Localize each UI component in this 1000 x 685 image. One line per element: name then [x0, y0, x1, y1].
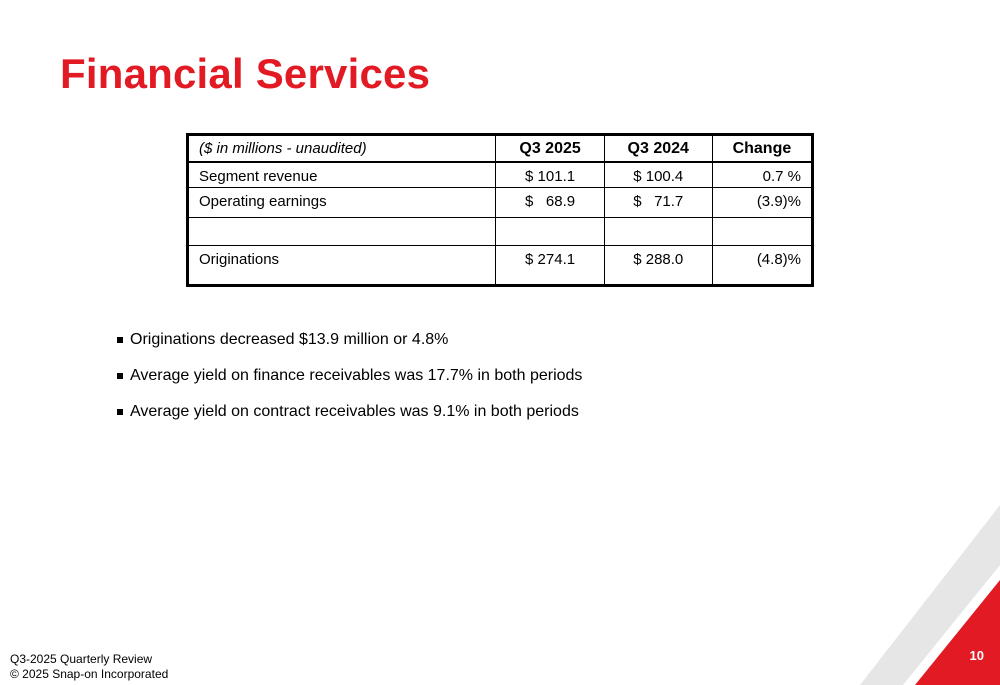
bullet-square-icon	[117, 409, 123, 415]
table-row	[188, 188, 813, 218]
cell-q3-2024	[604, 218, 712, 246]
table-header-q3-2025: Q3 2025	[496, 135, 604, 163]
financial-table	[186, 133, 814, 287]
row-label: Originations	[188, 246, 496, 286]
cell-q3-2025: $ 274.1	[496, 246, 604, 286]
table-row-empty	[188, 218, 813, 246]
row-label: Operating earnings	[188, 188, 496, 218]
bullet-text: Average yield on contract receivables was 9.1% in both periods	[130, 403, 579, 420]
list-item	[117, 330, 582, 350]
footer-copyright: © 2025 Snap-on Incorporated	[10, 667, 169, 681]
cell-q3-2025	[496, 218, 604, 246]
cell-change: (4.8)%	[712, 246, 812, 286]
bullet-list	[117, 330, 582, 438]
cell-change: (3.9)%	[712, 188, 812, 218]
bullet-text: Originations decreased $13.9 million or 4.8%	[130, 331, 449, 348]
bullet-square-icon	[117, 373, 123, 379]
footer-review-label: Q3-2025 Quarterly Review	[10, 652, 153, 666]
page-number: 10	[969, 648, 984, 663]
bullet-square-icon	[117, 337, 123, 343]
table-row	[188, 162, 813, 188]
cell-change: 0.7 %	[712, 162, 812, 188]
table-header-units: ($ in millions - unaudited)	[188, 135, 496, 163]
footer	[10, 652, 168, 682]
cell-change	[712, 218, 812, 246]
row-label	[188, 218, 496, 246]
list-item	[117, 366, 582, 386]
table-header-q3-2024: Q3 2024	[604, 135, 712, 163]
cell-q3-2024: $ 71.7	[604, 188, 712, 218]
bullet-text: Average yield on finance receivables was 17.7% in both periods	[130, 367, 583, 384]
table-header-row	[188, 135, 813, 163]
cell-q3-2025: $ 101.1	[496, 162, 604, 188]
cell-q3-2025: $ 68.9	[496, 188, 604, 218]
table-row	[188, 246, 813, 286]
row-label: Segment revenue	[188, 162, 496, 188]
cell-q3-2024: $ 288.0	[604, 246, 712, 286]
table-header-change: Change	[712, 135, 812, 163]
page-title: Financial Services	[60, 50, 431, 97]
cell-q3-2024: $ 100.4	[604, 162, 712, 188]
list-item	[117, 402, 582, 422]
